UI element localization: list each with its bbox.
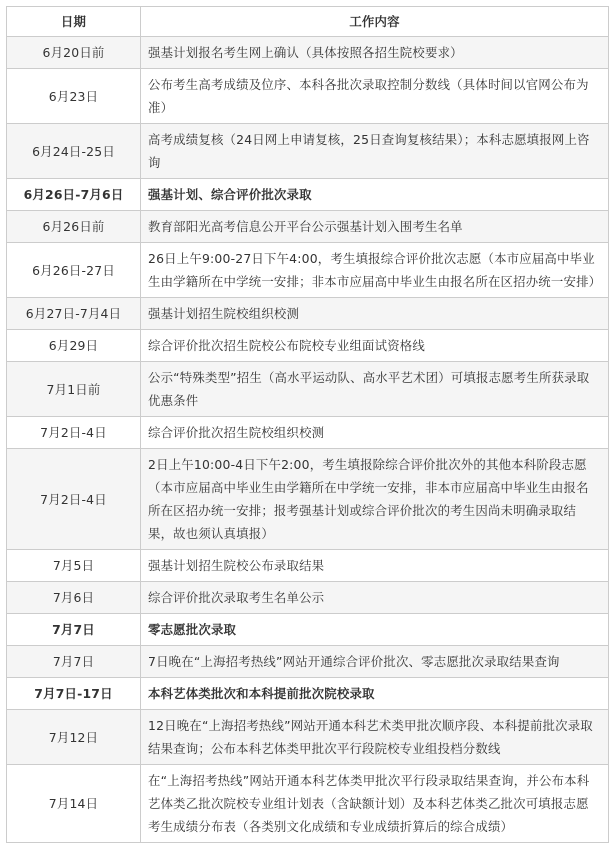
table-row (7, 298, 609, 330)
content-cell: 高考成绩复核（24日网上申请复核，25日查询复核结果）；本科志愿填报网上咨询 (141, 124, 609, 179)
date-cell: 7月6日 (7, 582, 141, 614)
content-cell: 公示“特殊类型”招生（高水平运动队、高水平艺术团）可填报志愿考生所获录取优惠条件 (141, 362, 609, 417)
table-body (7, 37, 609, 843)
table-section-row (7, 678, 609, 710)
table-row (7, 550, 609, 582)
table-row (7, 765, 609, 843)
content-cell: 综合评价批次录取考生名单公示 (141, 582, 609, 614)
table-row (7, 417, 609, 449)
content-cell: 教育部阳光高考信息公开平台公示强基计划入围考生名单 (141, 211, 609, 243)
table-row (7, 362, 609, 417)
content-cell: 26日上午9:00-27日下午4:00，考生填报综合评价批次志愿（本市应届高中毕业生由学籍所在中学统一安排；非本市应届高中毕业生由报名所在区招办统一安排） (141, 243, 609, 298)
table-section-row (7, 614, 609, 646)
table-row (7, 37, 609, 69)
table-row (7, 710, 609, 765)
date-cell: 6月26日前 (7, 211, 141, 243)
content-cell: 强基计划招生院校公布录取结果 (141, 550, 609, 582)
content-cell: 强基计划招生院校组织校测 (141, 298, 609, 330)
date-cell: 6月26日-7月6日 (7, 179, 141, 211)
content-cell: 综合评价批次招生院校组织校测 (141, 417, 609, 449)
header-date: 日期 (7, 7, 141, 37)
content-cell: 强基计划报名考生网上确认（具体按照各招生院校要求） (141, 37, 609, 69)
content-cell: 7日晚在“上海招考热线”网站开通综合评价批次、零志愿批次录取结果查询 (141, 646, 609, 678)
date-cell: 6月27日-7月4日 (7, 298, 141, 330)
table-section-row (7, 179, 609, 211)
date-cell: 6月29日 (7, 330, 141, 362)
content-cell: 公布考生高考成绩及位序、本科各批次录取控制分数线（具体时间以官网公布为准） (141, 69, 609, 124)
date-cell: 7月1日前 (7, 362, 141, 417)
table-row (7, 330, 609, 362)
date-cell: 7月2日-4日 (7, 449, 141, 550)
content-cell: 2日上午10:00-4日下午2:00，考生填报除综合评价批次外的其他本科阶段志愿（本市应届高中毕业生由学籍所在中学统一安排，非本市应届高中毕业生由报名所在区招办统一安排；报考强基计划或综合评价批次的考生因尚未明确录取结果，故也须认真填报） (141, 449, 609, 550)
date-cell: 6月20日前 (7, 37, 141, 69)
date-cell: 7月7日 (7, 646, 141, 678)
content-cell: 综合评价批次招生院校公布院校专业组面试资格线 (141, 330, 609, 362)
table-row (7, 69, 609, 124)
date-cell: 6月23日 (7, 69, 141, 124)
table-header-row (7, 7, 609, 37)
date-cell: 6月26日-27日 (7, 243, 141, 298)
date-cell: 7月12日 (7, 710, 141, 765)
table-row (7, 211, 609, 243)
table-row (7, 124, 609, 179)
date-cell: 7月5日 (7, 550, 141, 582)
date-cell: 7月14日 (7, 765, 141, 843)
table-row (7, 646, 609, 678)
table-row (7, 582, 609, 614)
table-row (7, 243, 609, 298)
content-cell: 本科艺体类批次和本科提前批次院校录取 (141, 678, 609, 710)
date-cell: 7月2日-4日 (7, 417, 141, 449)
content-cell: 零志愿批次录取 (141, 614, 609, 646)
header-content: 工作内容 (141, 7, 609, 37)
date-cell: 7月7日 (7, 614, 141, 646)
date-cell: 7月7日-17日 (7, 678, 141, 710)
date-cell: 6月24日-25日 (7, 124, 141, 179)
table-row (7, 449, 609, 550)
content-cell: 12日晚在“上海招考热线”网站开通本科艺术类甲批次顺序段、本科提前批次录取结果查询；公布本科艺体类甲批次平行段院校专业组投档分数线 (141, 710, 609, 765)
content-cell: 在“上海招考热线”网站开通本科艺体类甲批次平行段录取结果查询，并公布本科艺体类乙批次院校专业组计划表（含缺额计划）及本科艺体类乙批次可填报志愿考生成绩分布表（各类别文化成绩和专业成绩折算后的综合成绩） (141, 765, 609, 843)
content-cell: 强基计划、综合评价批次录取 (141, 179, 609, 211)
admission-schedule-table (6, 6, 609, 843)
